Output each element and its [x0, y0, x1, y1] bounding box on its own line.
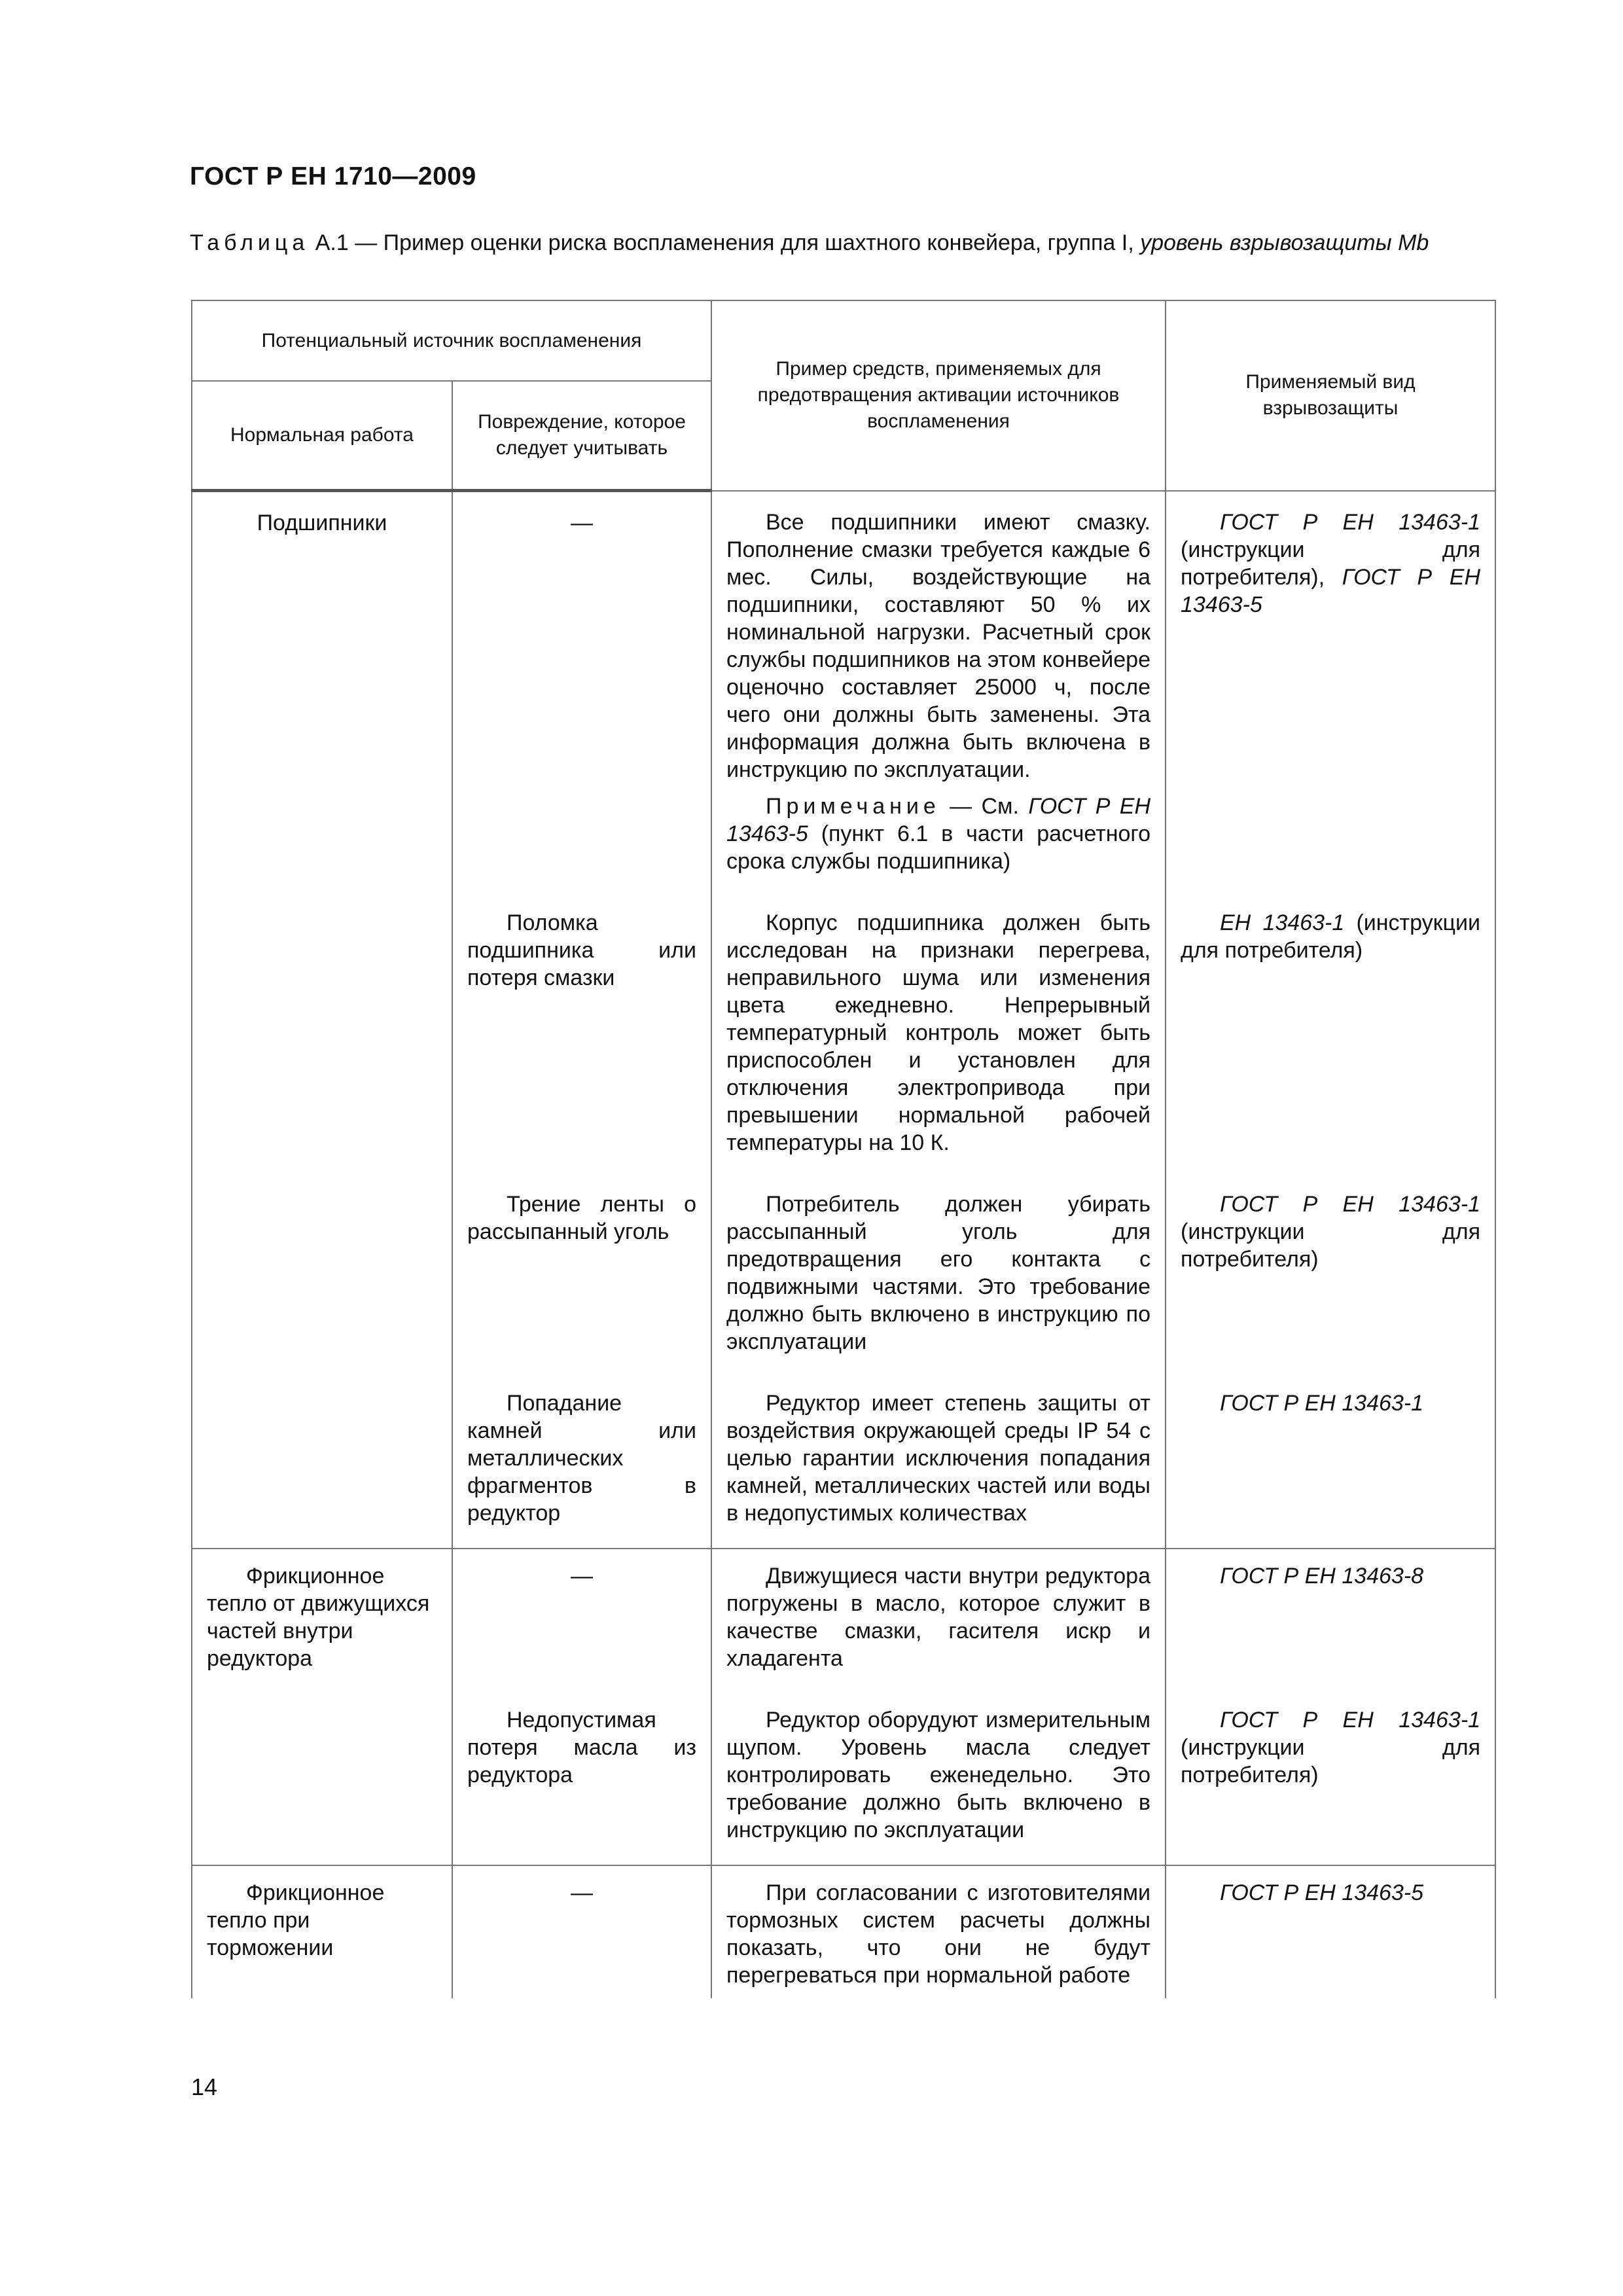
- protection-mid: (инструкции для потребителя),: [1181, 537, 1480, 590]
- document-header: ГОСТ Р ЕН 1710—2009: [190, 162, 476, 190]
- protection-standard: ГОСТ Р ЕН 13463-8: [1220, 1563, 1424, 1588]
- cell-protection: [1166, 491, 1495, 896]
- table-row: [192, 896, 1495, 1177]
- cell-damage: Трение ленты о рассыпанный уголь: [452, 1177, 711, 1376]
- note-ref: ГОСТ Р ЕН 13463-5: [726, 793, 1151, 846]
- note-post: (пункт 6.1 в части расчетного срока службы подшипника): [726, 821, 1150, 874]
- cell-damage: —: [452, 491, 711, 896]
- cell-protection: [1166, 1693, 1495, 1865]
- cell-source: Подшипники: [192, 491, 452, 896]
- caption-text: А.1 — Пример оценки риска воспламенения для шахтного конвейера, группа I,: [309, 230, 1141, 255]
- table-row: [192, 1865, 1495, 1998]
- cell-means: [711, 491, 1166, 896]
- cell-means: Редуктор имеет степень защиты от воздействия окружающей среды IP 54 с целью гарантии исключения попадания камней, металлических частей или воды в недопустимых количествах: [711, 1376, 1166, 1549]
- cell-protection: [1166, 1549, 1495, 1693]
- header-ignition-source: Потенциальный источник воспламенения: [192, 300, 711, 381]
- cell-source: [192, 896, 452, 1177]
- note-label: Примечание: [766, 793, 940, 819]
- cell-means: Движущиеся части внутри редуктора погружены в масло, которое служит в качестве смазки, гасителя искр и хладагента: [711, 1549, 1166, 1693]
- table-row: [192, 491, 1495, 896]
- protection-mid: (инструкции для потребителя): [1181, 1734, 1480, 1787]
- cell-source: [192, 1177, 452, 1376]
- header-prevention-means: Пример средств, применяемых для предотвращения активации источников воспламенения: [711, 300, 1166, 491]
- header-protection-type: Применяемый вид взрывозащиты: [1166, 300, 1495, 491]
- table-row: [192, 1177, 1495, 1376]
- cell-protection: [1166, 1177, 1495, 1376]
- note-pre: — См.: [940, 793, 1029, 819]
- table-row: [192, 1693, 1495, 1865]
- cell-damage: —: [452, 1865, 711, 1998]
- page-number: 14: [191, 2073, 218, 2100]
- cell-means: При согласовании с изготовителями тормозных систем расчеты должны показать, что они не будут перегреваться при нормальной работе: [711, 1865, 1166, 1998]
- means-text: Все подшипники имеют смазку. Пополнение смазки требуется каждые 6 мес. Силы, воздействующие на подшипники, составляют 50 % их номинальной нагрузки. Расчетный срок службы подшипников на этом конвейере оценочно составляет 25000 ч, после чего они должны быть заменены. Эта информация должна быть включена в инструкцию по эксплуатации.: [726, 509, 1150, 782]
- cell-means: Потребитель должен убирать рассыпанный уголь для предотвращения его контакта с подвижными частями. Это требование должно быть включено в инструкцию по эксплуатации: [711, 1177, 1166, 1376]
- cell-source: Фрикционное тепло от движущихся частей внутри редуктора: [192, 1549, 452, 1693]
- table-caption: [190, 229, 1492, 257]
- cell-damage: Попадание камней или металлических фрагментов в редуктор: [452, 1376, 711, 1549]
- protection-standard: ЕН 13463-1: [1220, 910, 1345, 935]
- cell-source: Фрикционное тепло при торможении: [192, 1865, 452, 1998]
- protection-mid: (инструкции для потребителя): [1181, 910, 1480, 963]
- header-normal-operation: Нормальная работа: [192, 381, 452, 491]
- table-row: [192, 1376, 1495, 1549]
- cell-protection: [1166, 896, 1495, 1177]
- cell-source: [192, 1693, 452, 1865]
- cell-means: Редуктор оборудуют измерительным щупом. Уровень масла следует контролировать еженедельно. Это требование должно быть включено в инструкцию по эксплуатации: [711, 1693, 1166, 1865]
- header-damage: Повреждение, которое следует учитывать: [452, 381, 711, 491]
- protection-standard-2: ГОСТ Р ЕН 13463-5: [1181, 564, 1480, 617]
- protection-standard: ГОСТ Р ЕН 13463-1: [1220, 1390, 1424, 1416]
- protection-mid: (инструкции для потребителя): [1181, 1219, 1480, 1272]
- risk-assessment-table: [191, 300, 1496, 1998]
- protection-standard: ГОСТ Р ЕН 13463-5: [1220, 1880, 1424, 1905]
- cell-damage: Недопустимая потеря масла из редуктора: [452, 1693, 711, 1865]
- means-note: [726, 793, 1150, 875]
- cell-damage: —: [452, 1549, 711, 1693]
- protection-standard: ГОСТ Р ЕН 13463-1: [1220, 1191, 1480, 1217]
- protection-standard: ГОСТ Р ЕН 13463-1: [1220, 509, 1480, 535]
- table-row: [192, 1549, 1495, 1693]
- protection-standard: ГОСТ Р ЕН 13463-1: [1220, 1707, 1480, 1732]
- cell-means: Корпус подшипника должен быть исследован на признаки перегрева, неправильного шума или изменения цвета ежедневно. Непрерывный температурный контроль может быть приспособлен и установлен для отключения электропривода при превышении нормальной рабочей температуры на 10 К.: [711, 896, 1166, 1177]
- caption-label: Таблица: [190, 230, 310, 255]
- cell-damage: Поломка подшипника или потеря смазки: [452, 896, 711, 1177]
- cell-source: [192, 1376, 452, 1549]
- cell-protection: [1166, 1376, 1495, 1549]
- caption-italic: уровень взрывозащиты Mb: [1140, 230, 1429, 255]
- cell-protection: [1166, 1865, 1495, 1998]
